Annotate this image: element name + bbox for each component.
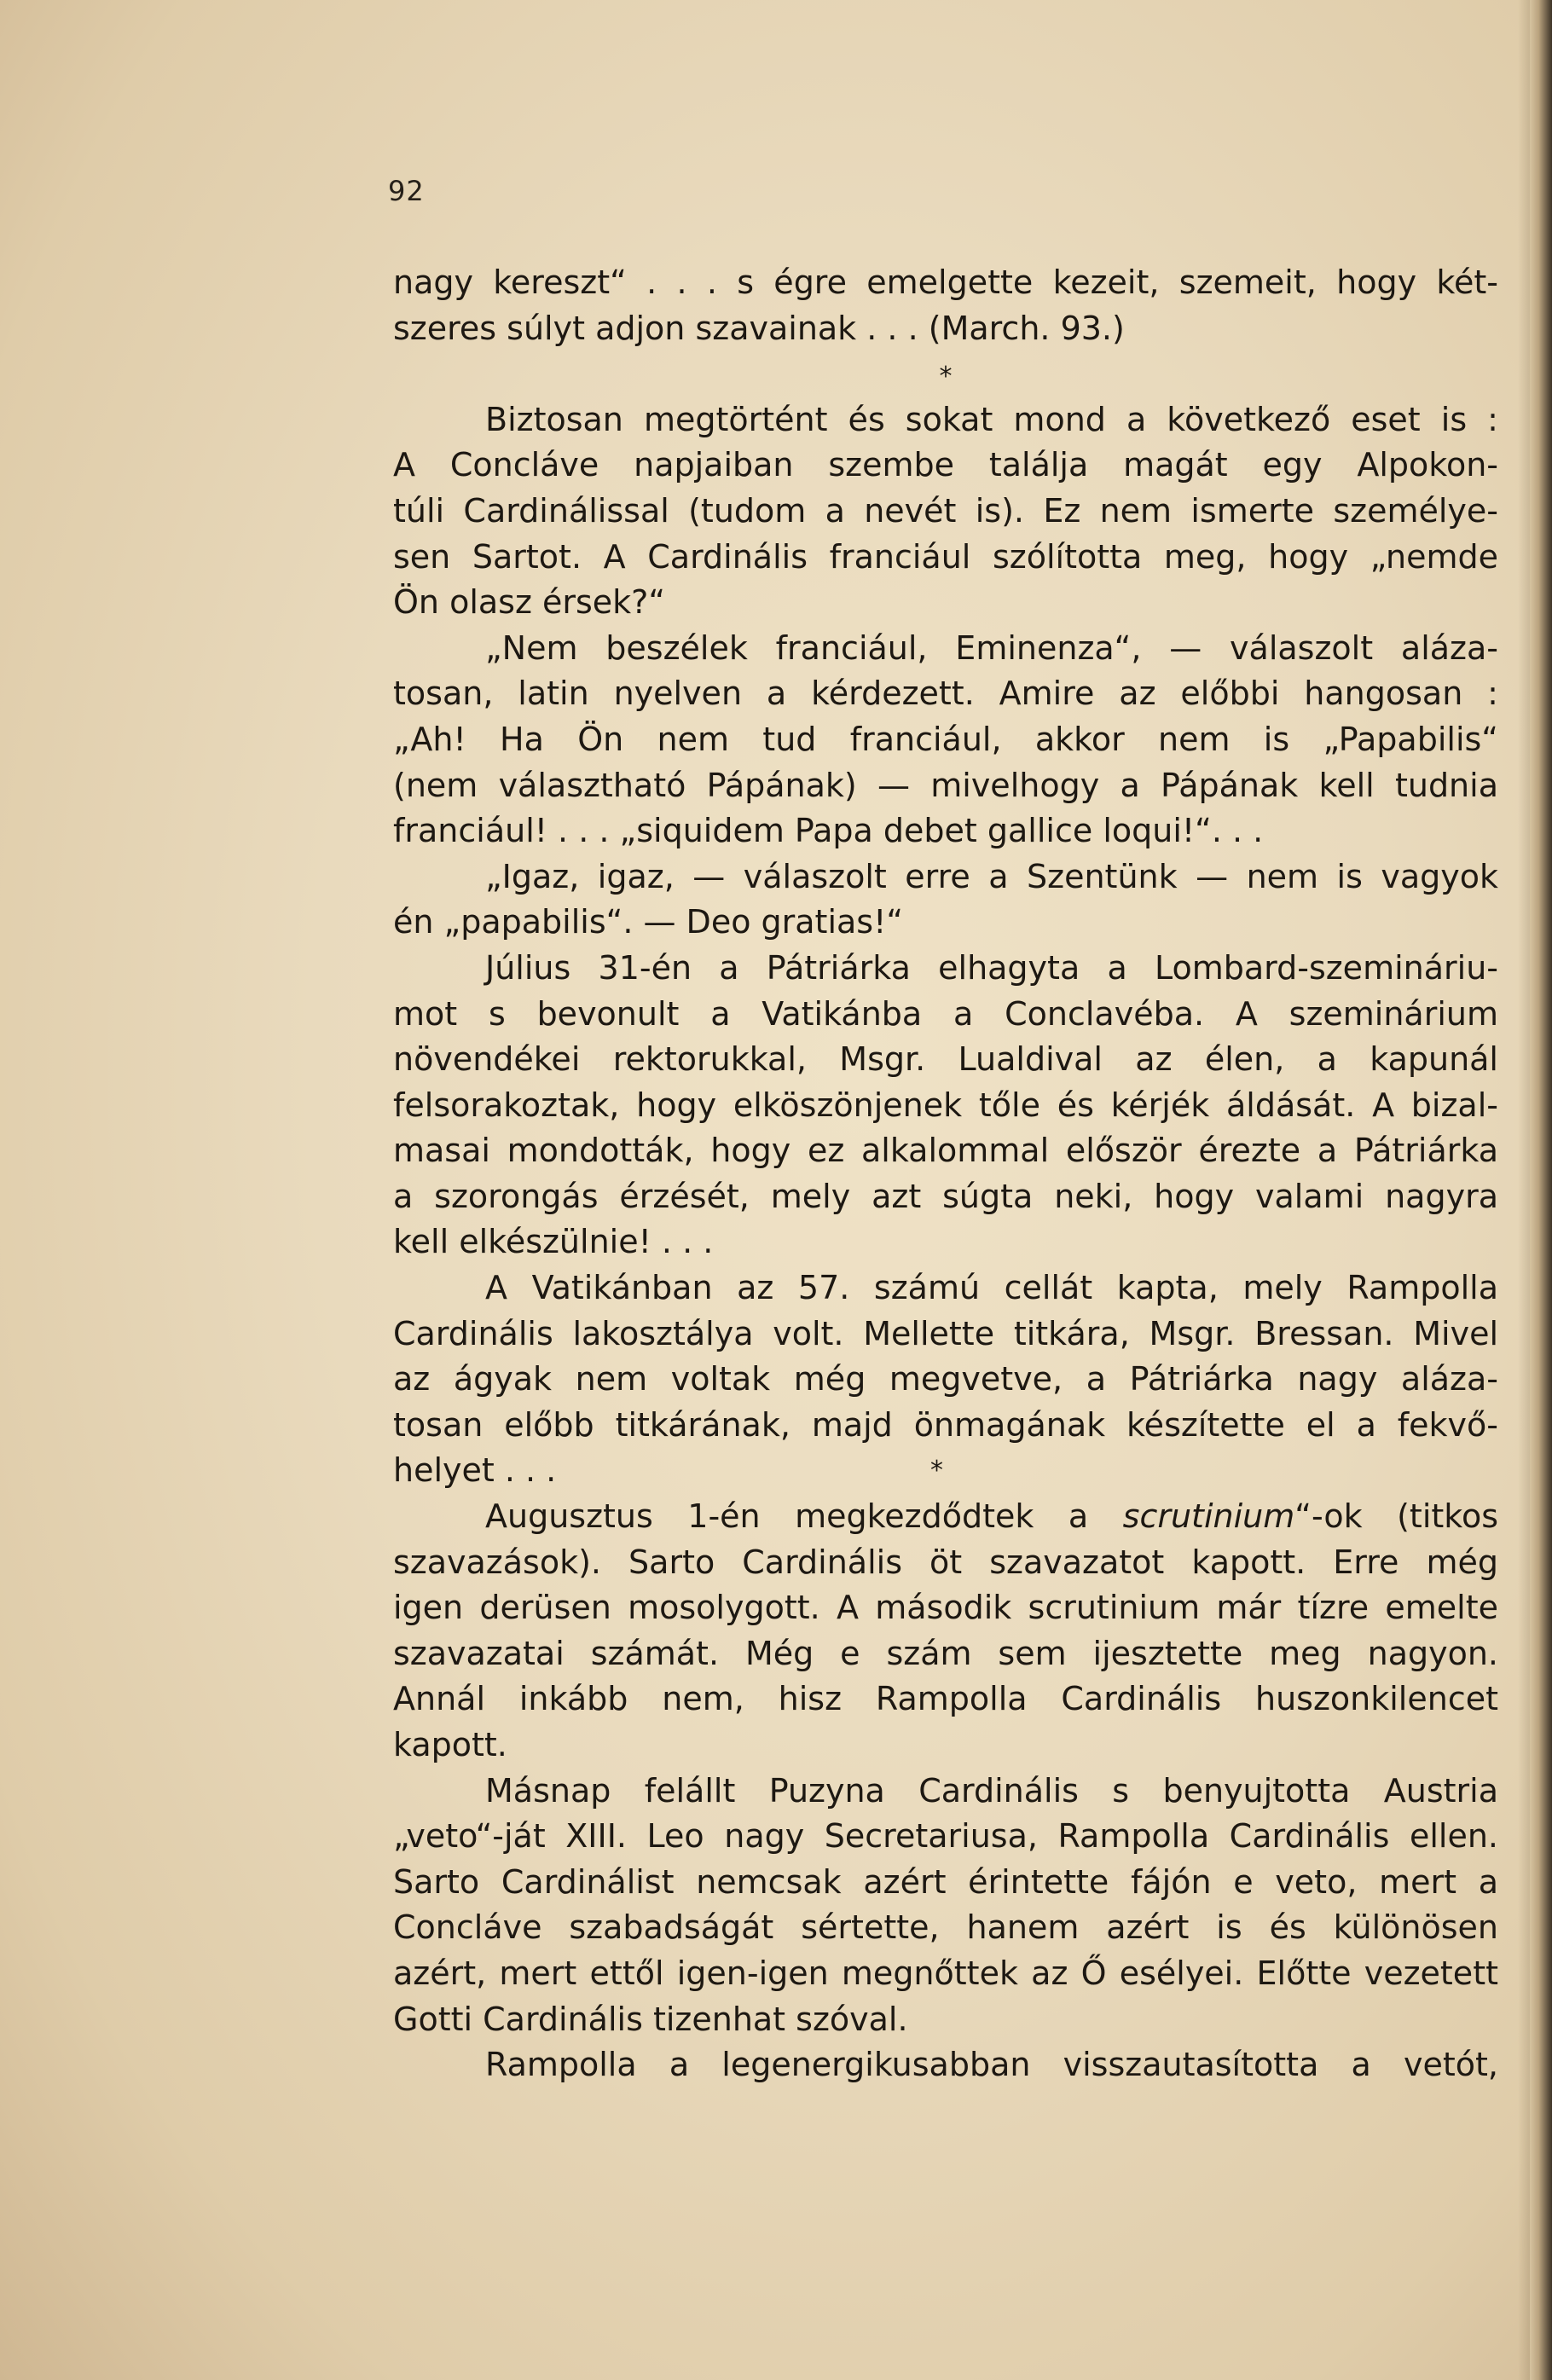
text-run: szeres súlyt adjon szavainak . . . (March. 93.) [393,309,1125,347]
text-run: Rampolla a legenergikusabban visszautasította a vetót, [485,2046,1498,2084]
text-run: Cardinális lakosztálya volt. Mellette titkára, Msgr. Bressan. Mivel [393,1314,1498,1352]
text-run: A Concláve napjaiban szembe találja magát egy Alpokon- [393,446,1498,484]
text-line [393,1494,1498,1540]
text-line [393,1540,1498,1586]
text-line [393,2042,1498,2088]
page-fold-shadow [1518,0,1530,2380]
text-line [393,1219,1498,1265]
text-line [393,900,1498,946]
text-line [393,671,1498,717]
text-line [393,1128,1498,1174]
text-run: tosan előbb titkárának, majd önmagának készítette el a fekvő- [393,1405,1498,1444]
text-run: az ágyak nem voltak még megvetve, a Pátriárka nagy aláza- [393,1360,1498,1398]
text-run: én „papabilis“. — Deo gratias!“ [393,903,904,941]
text-run: „veto“-ját XIII. Leo nagy Secretariusa, Rampolla Cardinális ellen. [393,1817,1498,1856]
text-line [393,1814,1498,1860]
italic-term: scrutinium [1122,1497,1295,1536]
text-run: tosan, latin nyelven a kérdezett. Amire az előbbi hangosan : [393,675,1498,713]
body-text [393,260,1498,2088]
text-run: A Vatikánban az 57. számú cellát kapta, mely Rampolla [485,1269,1498,1307]
text-line [393,351,1498,397]
text-run: Augusztus 1-én megkezdődtek a [485,1497,1089,1536]
text-run: Másnap felállt Puzyna Cardinális s benyujtotta Austria [485,1771,1498,1810]
text-line [393,1951,1498,1997]
section-divider-asterisk: * [939,362,953,392]
text-line [393,489,1498,535]
text-line [393,580,1498,626]
text-run: felsorakoztak, hogy elköszönjenek tőle és kérjék áldását. A bizal- [393,1086,1498,1124]
text-run: franciául! . . . „siquidem Papa debet gallice loqui!“. . . [393,812,1264,850]
text-line [393,763,1498,809]
text-run: “-ok (titkos [1294,1497,1498,1536]
text-run: Július 31-én a Pátriárka elhagyta a Lombard-szemináriu- [485,948,1498,987]
text-line [393,1174,1498,1220]
text-run: növendékei rektorukkal, Msgr. Lualdival az élen, a kapunál [393,1040,1498,1079]
text-run: Annál inkább nem, hisz Rampolla Cardinális huszonkilencet [393,1680,1498,1718]
text-line [393,1860,1498,1906]
text-run: kell elkészülnie! . . . [393,1223,714,1261]
text-line [393,1265,1498,1312]
text-run: túli Cardinálissal (tudom a nevét is). Ez nem ismerte személye- [393,491,1498,530]
text-line [393,1312,1498,1358]
text-line [393,1357,1498,1403]
text-run: a szorongás érzését, mely azt súgta neki, hogy valami nagyra [393,1177,1498,1215]
text-run: helyet . . . [393,1451,557,1490]
text-run: Ön olasz érsek?“ [393,583,666,622]
section-divider-asterisk: * [930,1456,943,1486]
text-line [393,808,1498,854]
text-line [393,306,1498,352]
page-number: 92 [388,175,425,207]
text-run: „Nem beszélek franciául, Eminenza“, — válaszolt aláza- [485,628,1498,667]
text-run: kapott. [393,1726,507,1763]
text-line [393,1448,1498,1494]
text-run: „Igaz, igaz, — válaszolt erre a Szentünk — nem is vagyok [485,857,1498,895]
text-line [393,1037,1498,1083]
text-run: masai mondották, hogy ez alkalommal először érezte a Pátriárka [393,1132,1498,1170]
text-line [393,626,1498,672]
text-run: Biztosan megtörtént és sokat mond a következő eset is : [485,400,1498,438]
page-edge [1530,0,1552,2380]
text-run: sen Sartot. A Cardinális franciául szólította meg, hogy „nemde [393,537,1498,576]
text-run: igen derüsen mosolygott. A második scrutinium már tízre emelte [393,1589,1498,1627]
text-run: „Ah! Ha Ön nem tud franciául, akkor nem is „Papabilis“ [393,720,1498,758]
text-run: szavazások). Sarto Cardinális öt szavazatot kapott. Erre még [393,1543,1498,1581]
text-line [393,992,1498,1038]
text-line [393,946,1498,992]
text-line [393,443,1498,489]
text-line [393,854,1498,900]
text-line [393,1905,1498,1951]
text-line [393,1676,1498,1723]
text-line [393,1631,1498,1677]
text-run: nagy kereszt“ . . . s égre emelgette kezeit, szemeit, hogy két- [393,263,1498,301]
text-run: Sarto Cardinálist nemcsak azért érintette fájón e veto, mert a [393,1862,1498,1901]
text-line [393,1997,1498,2043]
text-line [393,397,1498,443]
text-line [393,1769,1498,1815]
text-run: Concláve szabadságát sértette, hanem azért is és különösen [393,1908,1498,1947]
text-run: (nem választható Pápának) — mivelhogy a Pápának kell tudnia [393,766,1498,804]
text-line [393,1585,1498,1631]
text-run: mot s bevonult a Vatikánba a Conclavéba. A szeminárium [393,994,1498,1033]
text-run: Gotti Cardinális tizenhat szóval. [393,2000,908,2038]
text-line [393,535,1498,581]
text-line [393,1723,1498,1769]
text-run: szavazatai számát. Még e szám sem ijesztette meg nagyon. [393,1634,1498,1672]
text-line [393,1083,1498,1129]
text-line [393,260,1498,306]
text-line [393,717,1498,763]
text-run: azért, mert ettől igen-igen megnőttek az Ő esélyei. Előtte vezetett [393,1954,1498,1992]
text-line [393,1403,1498,1449]
